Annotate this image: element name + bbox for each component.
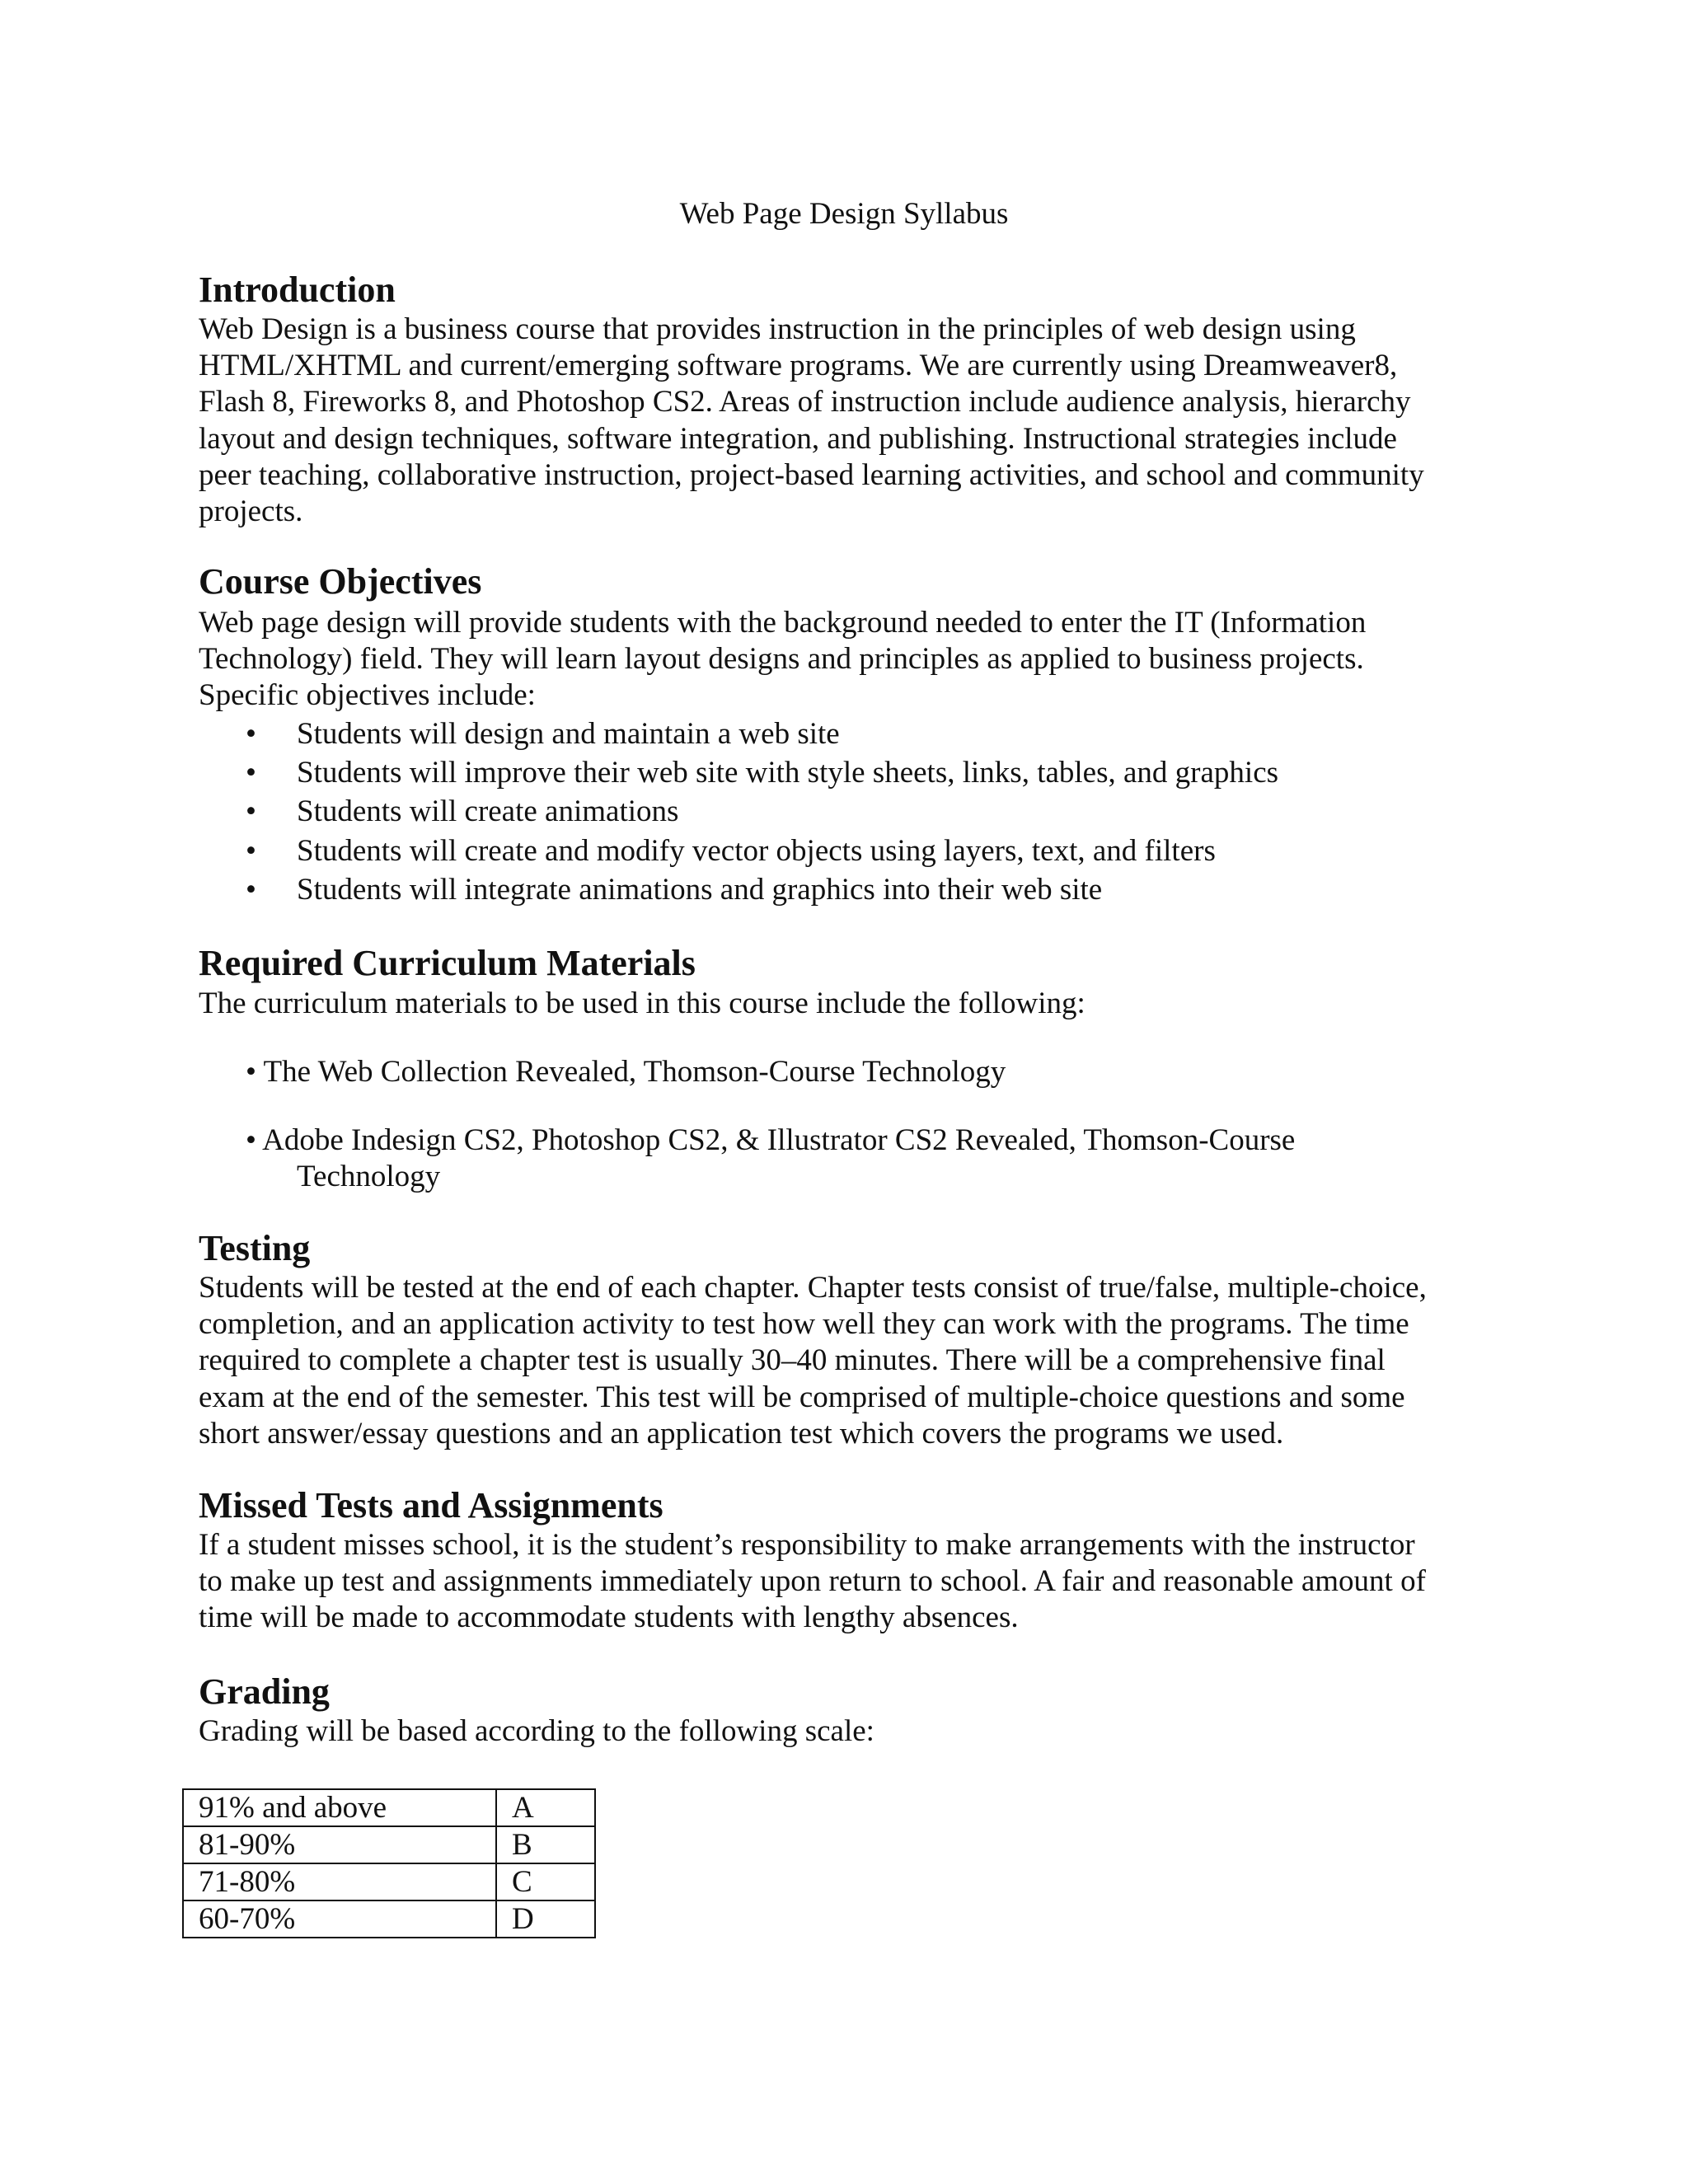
material-line: • Adobe Indesign CS2, Photoshop CS2, & Illustrator CS2 Revealed, Thomson-Course [246, 1123, 1296, 1157]
material-line: • The Web Collection Revealed, Thomson-Course Technology [246, 1055, 1006, 1089]
grade-range-cell: 91% and above [183, 1789, 496, 1826]
objectives-line: Technology) field. They will learn layout designs and principles as applied to business projects. [199, 642, 1364, 677]
introduction-line: layout and design techniques, software integration, and publishing. Instructional strategies include [199, 421, 1397, 456]
objectives-line: Specific objectives include: [199, 678, 536, 713]
introduction-line: projects. [199, 494, 303, 529]
introduction-heading: Introduction [199, 269, 396, 310]
grade-letter-cell: B [496, 1826, 595, 1863]
materials-intro [199, 986, 1534, 1022]
testing-line: completion, and an application activity to test how well they can work with the programs. The time [199, 1307, 1409, 1342]
testing-line: short answer/essay questions and an application test which covers the programs we used. [199, 1416, 1284, 1451]
objective-text: Students will improve their web site with style sheets, links, tables, and graphics [297, 756, 1279, 790]
objectives-paragraph [199, 605, 1534, 715]
testing-line: Students will be tested at the end of each chapter. Chapter tests consist of true/false, multiple-choice, [199, 1271, 1427, 1305]
grading-intro-line: Grading will be based according to the following scale: [199, 1714, 874, 1748]
grading-intro [199, 1713, 1534, 1750]
table-row [183, 1900, 595, 1938]
introduction-line: HTML/XHTML and current/emerging software programs. We are currently using Dreamweaver8, [199, 349, 1398, 383]
testing-line: required to complete a chapter test is usually 30–40 minutes. There will be a comprehensive final [199, 1343, 1386, 1378]
materials-heading: Required Curriculum Materials [199, 943, 696, 983]
objective-item [199, 792, 1534, 831]
grade-range-cell: 81-90% [183, 1826, 496, 1863]
document-title: Web Page Design Syllabus [679, 197, 1009, 231]
testing-paragraph [199, 1270, 1534, 1452]
testing-heading: Testing [199, 1228, 311, 1268]
objective-text: Students will create and modify vector objects using layers, text, and filters [297, 833, 1216, 868]
objective-item [199, 832, 1534, 870]
bullet-icon: • [246, 717, 256, 751]
objectives-heading: Course Objectives [199, 561, 482, 602]
grading-scale-table [182, 1788, 596, 1938]
grade-letter-cell: C [496, 1863, 595, 1900]
missed-paragraph [199, 1527, 1534, 1637]
bullet-icon: • [246, 794, 256, 829]
table-row [183, 1789, 595, 1826]
objective-text: Students will design and maintain a web site [297, 717, 840, 751]
grade-letter-cell: A [496, 1789, 595, 1826]
objective-text: Students will integrate animations and graphics into their web site [297, 872, 1103, 907]
objective-item [199, 753, 1534, 792]
material-line: Technology [297, 1160, 441, 1193]
grade-range-cell: 60-70% [183, 1900, 496, 1938]
bullet-icon: • [246, 872, 256, 907]
materials-intro-line: The curriculum materials to be used in this course include the following: [199, 987, 1085, 1020]
testing-line: exam at the end of the semester. This test will be comprised of multiple-choice questions and some [199, 1380, 1405, 1414]
objective-text: Students will create animations [297, 794, 679, 829]
objective-item [199, 715, 1534, 753]
material-item [246, 1054, 1006, 1090]
missed-line: to make up test and assignments immediately upon return to school. A fair and reasonable amount of [199, 1564, 1426, 1599]
material-item [246, 1122, 1295, 1195]
introduction-line: peer teaching, collaborative instruction, project-based learning activities, and school and community [199, 457, 1424, 492]
table-row [183, 1863, 595, 1900]
missed-line: If a student misses school, it is the student’s responsibility to make arrangements with the instructor [199, 1528, 1415, 1562]
grade-letter-cell: D [496, 1900, 595, 1938]
missed-heading: Missed Tests and Assignments [199, 1485, 663, 1526]
bullet-icon: • [246, 833, 256, 868]
missed-line: time will be made to accommodate students with lengthy absences. [199, 1601, 1019, 1635]
grading-heading: Grading [199, 1671, 330, 1712]
table-row [183, 1826, 595, 1863]
objectives-list [199, 715, 1534, 909]
objective-item [199, 870, 1534, 909]
introduction-line: Flash 8, Fireworks 8, and Photoshop CS2. Areas of instruction include audience analysis, hierarchy [199, 385, 1411, 419]
introduction-line: Web Design is a business course that provides instruction in the principles of web design using [199, 312, 1356, 346]
bullet-icon: • [246, 756, 256, 790]
objectives-line: Web page design will provide students with the background needed to enter the IT (Information [199, 606, 1367, 640]
introduction-paragraph [199, 312, 1534, 530]
grade-range-cell: 71-80% [183, 1863, 496, 1900]
